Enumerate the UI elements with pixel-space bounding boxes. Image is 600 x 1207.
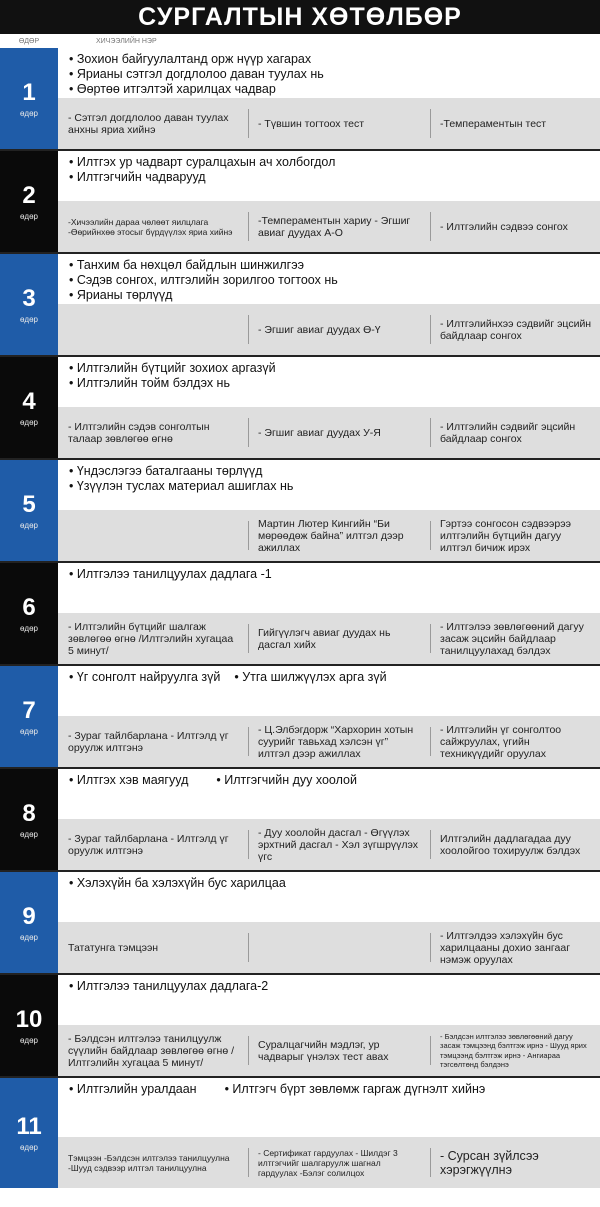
day-number: 2 (22, 181, 36, 209)
activity-cell (58, 510, 248, 561)
day-number: 10 (15, 1005, 43, 1033)
activity-cell: - Ц.Элбэгдорж “Хархорин хотын суурийг тавьхад хэлсэн үг” илтгэл дээр ажиллах (248, 716, 430, 767)
activity-cell (58, 304, 248, 355)
topic: • Ярианы сэтгэл догдлолоо даван туулах нь (69, 67, 324, 81)
activity-cell: - Илтгэлийнхээ сэдвийг эцсийн байдлаар сонгох (430, 304, 600, 355)
topic: • Утга шилжүүлэх арга зүй (234, 670, 387, 684)
column-headers (0, 34, 600, 48)
activity-cell: -Темпераментын тест (430, 98, 600, 149)
schedule (0, 48, 600, 1188)
day-badge (0, 460, 58, 561)
activity-cell: - Бэлдсэн илтгэлээ зөвлөгөөний дагуу засаж тэмцээнд бэлтгэж ирнэ - Шууд ярих тэмцээнд бэлтгэж ирнэ - Ангиараа тэгсөлтөнд бэлдэнэ (430, 1025, 600, 1076)
day-label: өдөр (19, 829, 38, 839)
activity-cell: - Илтгэлдээ хэлэхүйн бус харилцааны дохио зангааг нэмэж оруулах (430, 922, 600, 973)
day-label: өдөр (19, 314, 38, 324)
day-badge (0, 1078, 58, 1188)
activity-cell: Гийгүүлэгч авиаг дуудах нь дасгал хийх (248, 613, 430, 664)
day-row-10 (0, 975, 600, 1078)
topics (58, 48, 600, 100)
activity-cell: Илтгэлийн дадлагадаа дуу хоолойгоо тохируулж бэлдэх (430, 819, 600, 870)
activity-cell: - Илтгэлээ зөвлөгөөний дагуу засаж эцсийн байдлаар танилцуулахад бэлдэх (430, 613, 600, 664)
activity-cell: - Илтгэлийн сэдэв сонголтын талаар зөвлөгөө өгнө (68, 420, 210, 445)
day-row-3 (0, 254, 600, 357)
day-row-1 (0, 48, 600, 151)
activity-cell: - Бэлдсэн илтгэлээ танилцуулж сүүлийн байдлаар зөвлөгөө өгнө /Илтгэлийн хугацаа 5 минут/ (68, 1032, 235, 1069)
topic: • Илтгэх ур чадварт суралцахын ач холбогдол (69, 155, 336, 169)
header-lesson: ХИЧЭЭЛИЙН НЭР (96, 37, 157, 45)
activity-cell: - Илтгэлийн бүтцийг шалгаж зөвлөгөө өгнө /Илтгэлийн хугацаа 5 минут/ (68, 620, 234, 657)
activity-cell: - Зураг тайлбарлана - Илтгэлд үг оруулж илтгэнэ (68, 729, 229, 754)
activities (58, 510, 600, 561)
activity-cell: - Сэтгэл догдлолоо даван туулах анхны яриа хийнэ (68, 111, 229, 136)
day-badge (0, 48, 58, 149)
topic: • Илтгэлийн бүтцийг зохиох аргазүй (69, 361, 276, 375)
day-label: өдөр (19, 1035, 38, 1045)
day-row-2 (0, 151, 600, 254)
activity-cell: - Зураг тайлбарлана - Илтгэлд үг оруулж илтгэнэ (68, 832, 229, 857)
day-number: 7 (22, 696, 36, 724)
topic: • Танхим ба нөхцөл байдлын шинжилгээ (69, 258, 304, 272)
activities (58, 1025, 600, 1076)
activities (58, 716, 600, 767)
activities (58, 922, 600, 973)
activity-cell: - Эгшиг авиаг дуудах Ө-Ү (248, 304, 430, 355)
day-badge (0, 666, 58, 767)
page-title: СУРГАЛТЫН ХӨТӨЛБӨР (0, 0, 600, 34)
topics (58, 254, 600, 306)
activity-cell: - Дуу хоолойн дасгал - Өгүүлэх эрхтний дасгал - Хэл зүгшрүүлэх үгс (248, 819, 430, 870)
day-row-5 (0, 460, 600, 563)
day-number: 1 (22, 78, 36, 106)
day-number: 5 (22, 490, 36, 518)
activity-cell: Гэртээ сонгосон сэдвээрээ илтгэлийн бүтцийн дагуу илтгэл бичиж ирэх (430, 510, 600, 561)
activity-cell: Тататунга тэмцээн (68, 941, 159, 954)
topic-line (69, 773, 600, 788)
activity-cell: Мартин Лютер Кингийн “Би мөрөөдөж байна” илтгэл дээр ажиллах (248, 510, 430, 561)
day-number: 11 (16, 1113, 42, 1140)
topic: • Хэлэхүйн ба хэлэхүйн бус харилцаа (69, 876, 286, 890)
topic: • Илтгэгчийн чадварууд (69, 170, 206, 184)
activity-cell: - Илтгэлийн сэдвээ сонгох (430, 201, 600, 252)
activity-cell: - Илтгэлийн үг сонголтоо сайжруулах, үгийн техникүүдийг оруулах (430, 716, 600, 767)
topic: • Илтгэх хэв маягууд (69, 773, 189, 787)
topics (58, 666, 600, 718)
day-row-4 (0, 357, 600, 460)
day-badge (0, 872, 58, 973)
day-label: өдөр (19, 623, 38, 633)
day-row-6 (0, 563, 600, 666)
topics (58, 151, 600, 203)
activities (58, 304, 600, 355)
activity-cell: - Түвшин тогтоох тест (248, 98, 430, 149)
day-number: 3 (22, 284, 36, 312)
topics (58, 1078, 600, 1130)
day-badge (0, 357, 58, 458)
topic: • Илтгэгчийн дуу хоолой (216, 773, 357, 787)
topic-line (69, 1082, 600, 1097)
header-day: ӨДӨР (18, 37, 40, 45)
activity-cell: - Эгшиг авиаг дуудах У-Я (248, 407, 430, 458)
day-row-8 (0, 769, 600, 872)
day-badge (0, 975, 58, 1076)
topics (58, 872, 600, 924)
activity-cell: - Сертификат гардуулах - Шилдэг 3 илтгэгчийг шалгаруулж шагнал гардуулах -Бэлэг солилцох (248, 1137, 430, 1188)
day-label: өдөр (19, 211, 38, 221)
day-row-9 (0, 872, 600, 975)
topic-line (69, 670, 600, 685)
day-label: өдөр (19, 1143, 38, 1152)
activity-cell: Тэмцээн -Бэлдсэн илтгэлээ танилцуулна -Шууд сэдвээр илтгэл танилцуулна (68, 1152, 230, 1173)
day-number: 8 (22, 799, 36, 827)
day-badge (0, 254, 58, 355)
topic: • Илтгэгч бүрт зөвлөмж гаргаж дүгнэлт хийнэ (224, 1082, 486, 1096)
activities (58, 407, 600, 458)
day-label: өдөр (19, 417, 38, 427)
topics (58, 563, 600, 615)
activity-cell: - Илтгэлийн сэдвийг эцсийн байдлаар сонгох (430, 407, 600, 458)
day-label: өдөр (19, 932, 38, 942)
day-number: 6 (22, 593, 36, 621)
activity-cell (248, 922, 430, 973)
topics (58, 460, 600, 512)
topic: • Сэдэв сонгох, илтгэлийн зорилгоо тогтоох нь (69, 273, 338, 287)
activities (58, 819, 600, 870)
day-label: өдөр (19, 726, 38, 736)
day-row-7 (0, 666, 600, 769)
activities (58, 1137, 600, 1188)
day-badge (0, 151, 58, 252)
topic: • Үг сонголт найруулга зүй (69, 670, 221, 684)
topic: • Илтгэлийн уралдаан (69, 1082, 197, 1096)
topic: • Илтгэлийн тойм бэлдэх нь (69, 376, 230, 390)
day-row-11 (0, 1078, 600, 1188)
topic: • Илтгэлээ танилцуулах дадлага-2 (69, 979, 269, 993)
topic: • Үндэслэгээ баталгааны төрлүүд (69, 464, 263, 478)
activity-cell: Суралцагчийн мэдлэг, ур чадварыг үнэлэх тест авах (248, 1025, 430, 1076)
day-badge (0, 563, 58, 664)
topic: • Ярианы төрлүүд (69, 288, 173, 302)
day-number: 9 (22, 902, 36, 930)
day-badge (0, 769, 58, 870)
topics (58, 975, 600, 1027)
topic: • Өөртөө итгэлтэй харилцах чадвар (69, 82, 276, 96)
topic: • Илтгэлээ танилцуулах дадлага -1 (69, 567, 272, 581)
topic: • Үзүүлэн туслах материал ашиглах нь (69, 479, 294, 493)
activities (58, 98, 600, 149)
activity-cell: -Темпераментын хариу - Эгшиг авиаг дуудах А-О (248, 201, 430, 252)
activity-cell: - Сурсан зүйлсээ хэрэгжүүлнэ (430, 1137, 600, 1188)
activities (58, 201, 600, 252)
activity-cell: -Хичээлийн дараа чөлөөт яилцлага -Өөрийнхөө этосыг бүрдүүлэх яриа хийнэ (68, 216, 233, 237)
day-number: 4 (22, 387, 36, 415)
topics (58, 769, 600, 821)
topics (58, 357, 600, 409)
activities (58, 613, 600, 664)
day-label: өдөр (19, 520, 38, 530)
day-label: өдөр (19, 108, 38, 118)
topic: • Зохион байгуулалтанд орж нүүр хагарах (69, 52, 312, 66)
